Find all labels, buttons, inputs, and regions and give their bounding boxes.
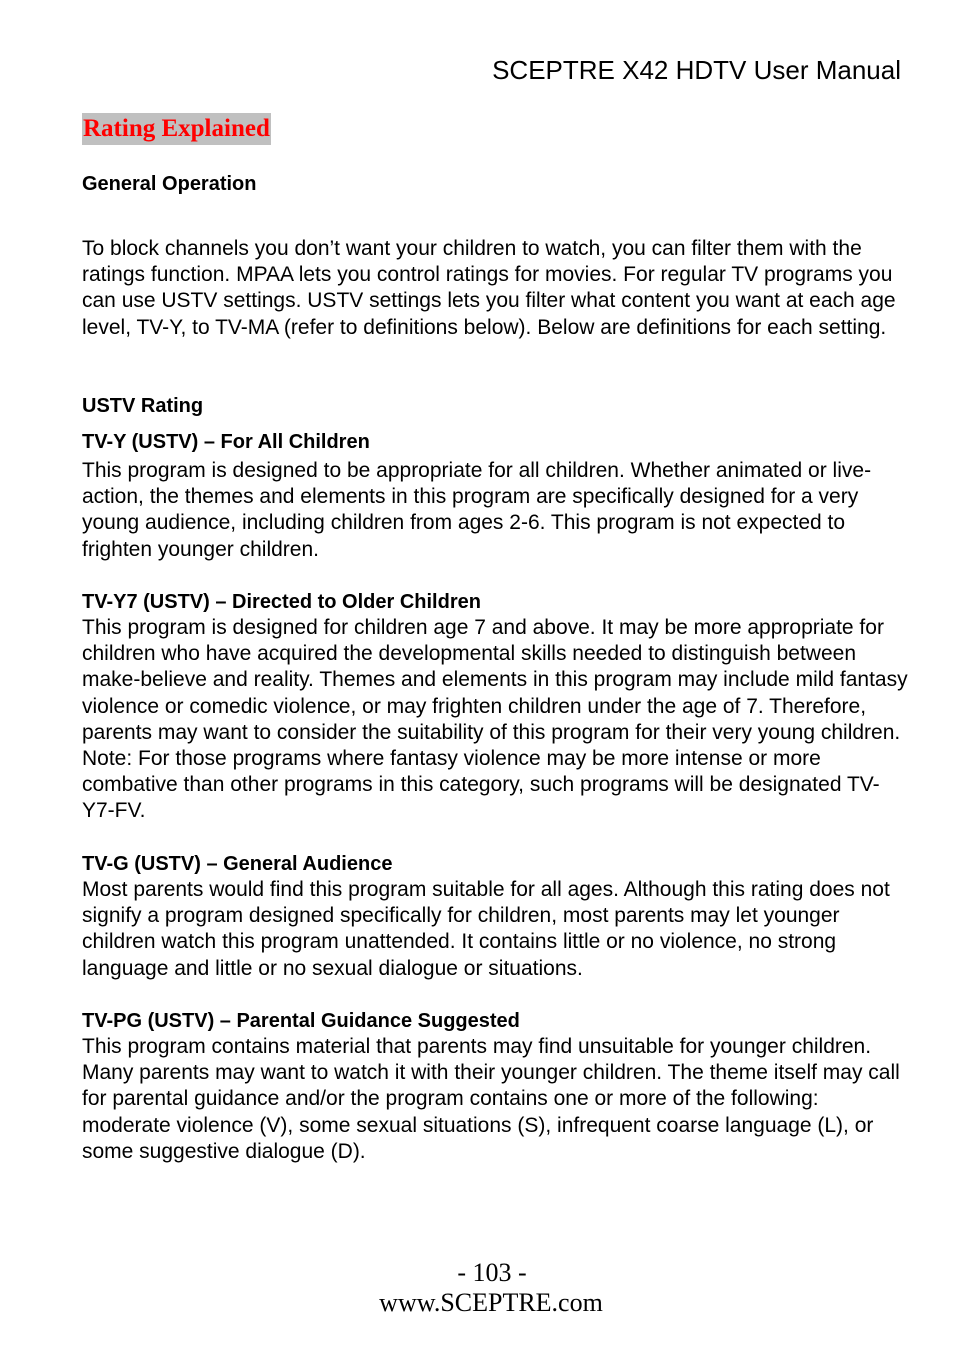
tv-g-text (82, 877, 912, 982)
general-operation-body: To block channels you don’t want your children to watch, you can filter them with the ratings function. MPAA lets you control ratings for movies. For regular TV programs you can use USTV settings. USTV settings lets you filter what content you want at each age level, TV-Y, to TV-MA (refer to definitions below). Below are definitions for each setting. (82, 237, 896, 339)
page-number: - 103 - (457, 1258, 527, 1287)
tv-pg-text (82, 1034, 912, 1165)
tv-pg-heading: TV-PG (USTV) – Parental Guidance Suggested (82, 1010, 520, 1032)
tv-y7-body: This program is designed for children age 7 and above. It may be more appropriate for children who have acquired the developmental skills needed to distinguish between make-believe and reality. Themes and elements in this program may include mild fantasy violence or comedic violence, or may frighten children under the age of 7. Therefore, parents may want to consider the suitability of this program for their very young children. Note: For those programs where fantasy violence may be more intense or more combative than other programs in this category, such programs will be designated TV-Y7-FV. (82, 616, 908, 823)
general-operation-text (82, 236, 912, 341)
ustv-rating-heading: USTV Rating (82, 395, 204, 417)
general-operation-heading: General Operation (82, 173, 257, 195)
tv-g-body: Most parents would find this program suitable for all ages. Although this rating does not signify a program designed specifically for children, most parents may let younger children watch this program unattended. It contains little or no violence, no strong language and little or no sexual dialogue or situations. (82, 878, 890, 980)
tv-y7-heading: TV-Y7 (USTV) – Directed to Older Children (82, 591, 481, 613)
tv-y7-text (82, 615, 912, 825)
tv-g-heading: TV-G (USTV) – General Audience (82, 853, 393, 875)
tv-pg-body: This program contains material that parents may find unsuitable for younger children. Many parents may want to watch it with their younger children. The theme itself may call for parental guidance and/or the program contains one or more of the following: moderate violence (V), some sexual situations (S), infrequent coarse language (L), or some suggestive dialogue (D). (82, 1035, 900, 1163)
running-header: SCEPTRE X42 HDTV User Manual (492, 55, 901, 85)
section-title: Rating Explained (82, 113, 271, 145)
tv-y-heading: TV-Y (USTV) – For All Children (82, 431, 370, 453)
website-footer: www.SCEPTRE.com (379, 1288, 603, 1317)
tv-y-text (82, 458, 912, 563)
tv-y-body: This program is designed to be appropriate for all children. Whether animated or live-action, the themes and elements in this program are specifically designed for a very young audience, including children from ages 2-6. This program is not expected to frighten younger children. (82, 459, 872, 561)
